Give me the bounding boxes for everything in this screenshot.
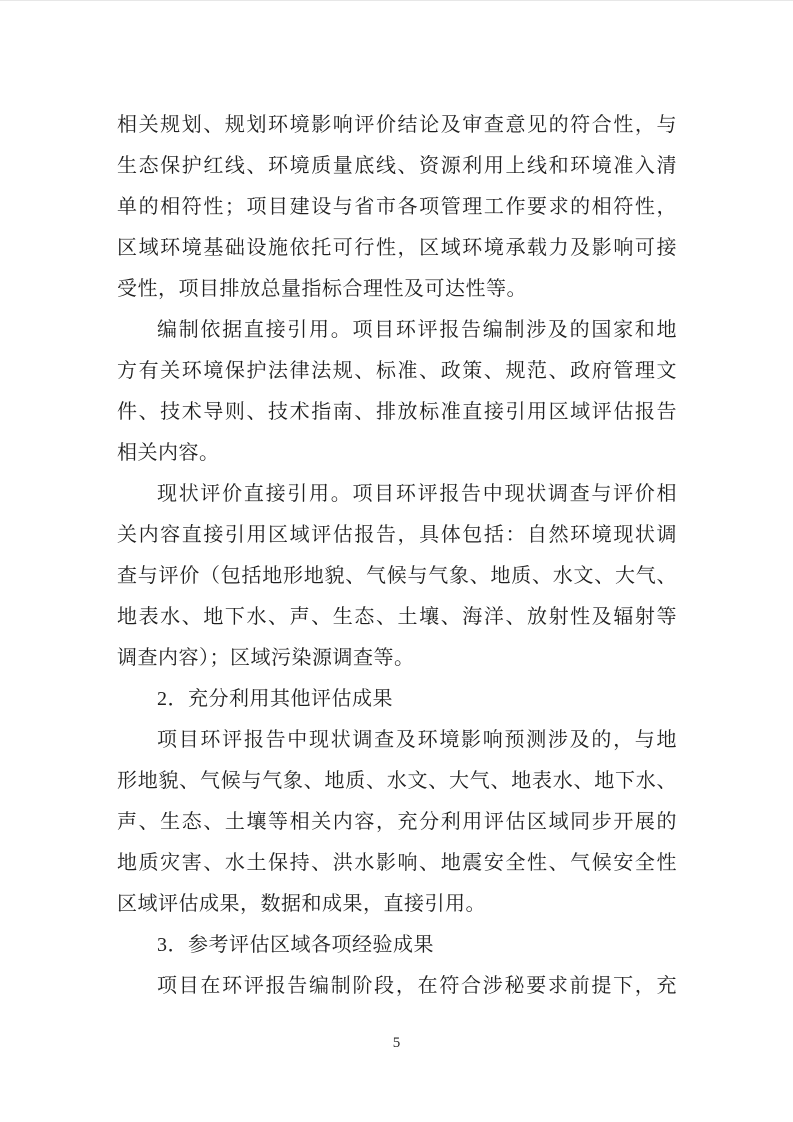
text-line: 受性，项目排放总量指标合理性及可达性等。 — [117, 278, 527, 300]
text-line: 形地貌、气候与气象、地质、水文、大气、地表水、地下水、 — [117, 770, 677, 792]
body-text — [117, 105, 677, 1007]
text-line: 查与评价（包括地形地貌、气候与气象、地质、水文、大气、 — [117, 565, 677, 587]
text-line: 现状评价直接引用。项目环评报告中现状调查与评价相 — [157, 483, 677, 505]
text-line: 关内容直接引用区域评估报告，具体包括：自然环境现状调 — [117, 524, 677, 546]
text-line: 相关规划、规划环境影响评价结论及审查意见的符合性，与 — [117, 114, 677, 136]
text-line: 件、技术导则、技术指南、排放标准直接引用区域评估报告 — [117, 401, 677, 423]
text-line: 单的相符性；项目建设与省市各项管理工作要求的相符性， — [117, 196, 677, 218]
text-line: 声、生态、土壤等相关内容，充分利用评估区域同步开展的 — [117, 811, 677, 833]
text-line: 调查内容）；区域污染源调查等。 — [117, 647, 415, 669]
text-line: 编制依据直接引用。项目环评报告编制涉及的国家和地 — [157, 319, 677, 341]
text-line: 2．充分利用其他评估成果 — [157, 688, 393, 710]
text-line: 区域评估成果，数据和成果，直接引用。 — [117, 893, 486, 915]
text-line: 3．参考评估区域各项经验成果 — [157, 934, 434, 956]
text-line: 方有关环境保护法律法规、标准、政策、规范、政府管理文 — [117, 360, 677, 382]
text-line: 生态保护红线、环境质量底线、资源利用上线和环境准入清 — [117, 155, 677, 177]
text-line: 地表水、地下水、声、生态、土壤、海洋、放射性及辐射等 — [117, 606, 677, 628]
text-line: 项目在环评报告编制阶段，在符合涉秘要求前提下，充 — [157, 975, 677, 997]
text-line: 相关内容。 — [117, 442, 220, 464]
text-line: 项目环评报告中现状调查及环境影响预测涉及的，与地 — [157, 729, 677, 751]
page-number: 5 — [392, 1035, 401, 1051]
text-line: 区域环境基础设施依托可行性，区域环境承载力及影响可接 — [117, 237, 677, 259]
text-line: 地质灾害、水土保持、洪水影响、地震安全性、气候安全性 — [117, 852, 677, 874]
